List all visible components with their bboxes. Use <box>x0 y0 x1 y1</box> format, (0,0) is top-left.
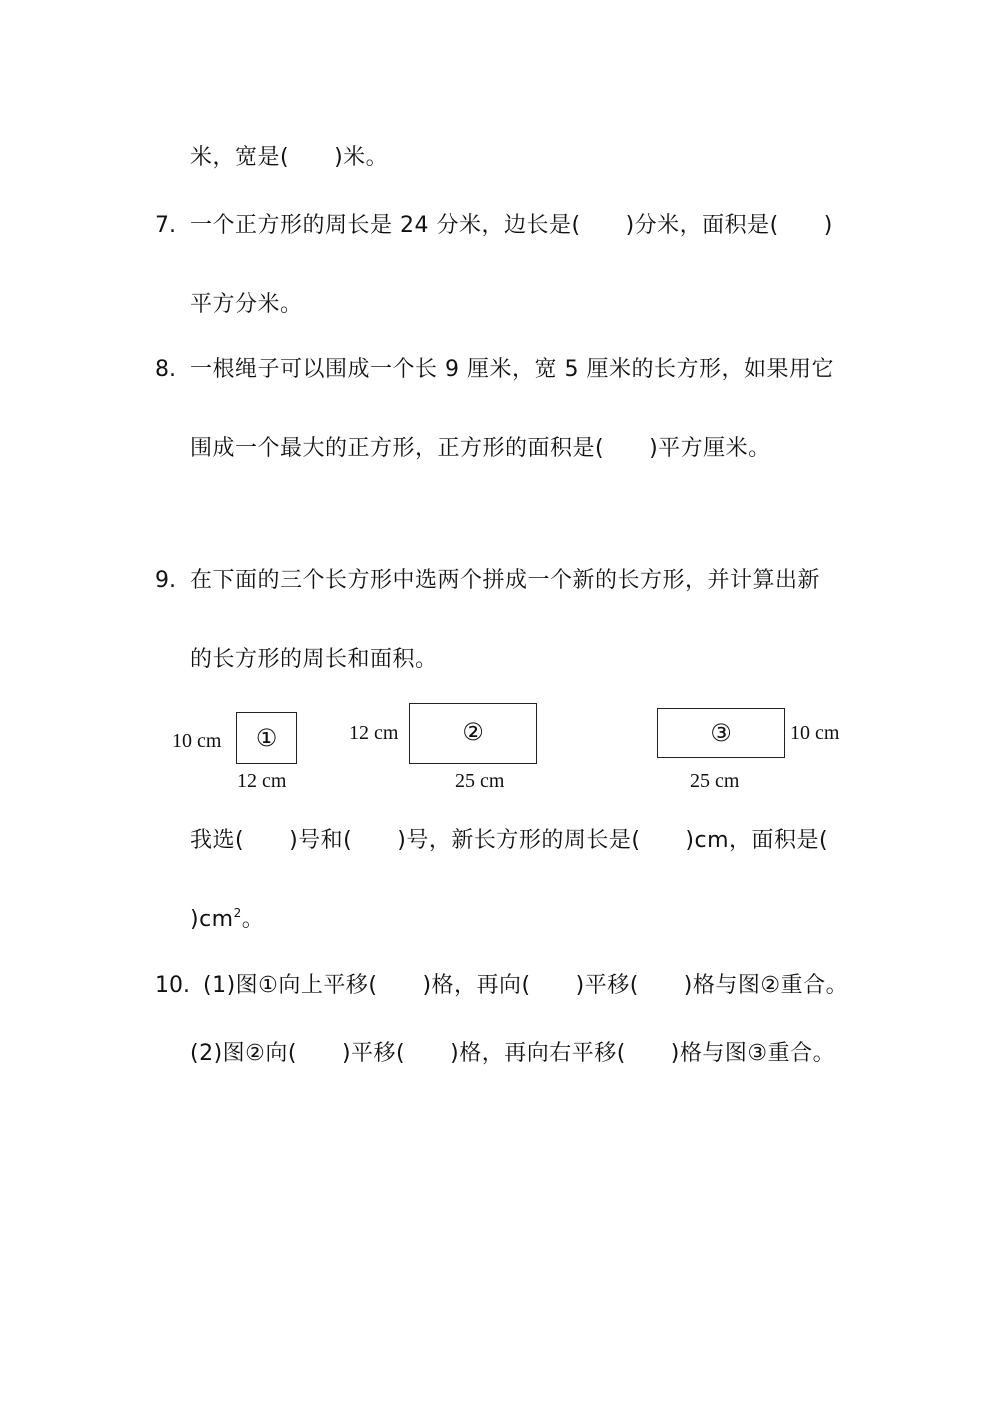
q8-line1: 一根绳子可以围成一个长 9 厘米，宽 5 厘米的长方形，如果用它 <box>190 357 834 382</box>
rect3-label: ③ <box>710 719 732 747</box>
q7-line2: 平方分米。 <box>190 292 303 317</box>
rect3-side-label: 10 cm <box>790 722 840 744</box>
q9-answer-line1: 我选( )号和( )号，新长方形的周长是( )cm，面积是( <box>190 828 829 853</box>
q6-continuation: 米，宽是( )米。 <box>190 145 389 170</box>
q10-line1: (1)图①向上平移( )格，再向( )平移( )格与图②重合。 <box>203 973 849 998</box>
q8-line2: 围成一个最大的正方形，正方形的面积是( )平方厘米。 <box>190 436 771 461</box>
q10-number: 10. <box>155 973 190 998</box>
rect2 <box>409 703 537 764</box>
rect3-bottom-label: 25 cm <box>690 770 740 792</box>
rect3 <box>657 708 785 758</box>
q9-answer-line2: )$cm^2$。 <box>190 906 265 932</box>
rect1 <box>236 712 297 764</box>
q9-line1: 在下面的三个长方形中选两个拼成一个新的长方形，并计算出新 <box>190 568 821 593</box>
q7-line1: 一个正方形的周长是 24 分米，边长是( )分米，面积是( ) <box>190 213 833 238</box>
rect1-label: ① <box>255 724 278 752</box>
q10-line2: (2)图②向( )平移( )格，再向右平移( )格与图③重合。 <box>190 1041 836 1066</box>
q9-number: 9. <box>155 568 176 593</box>
rect2-bottom-label: 25 cm <box>455 770 505 792</box>
q8-number: 8. <box>155 357 176 382</box>
squared-superscript: 2 <box>233 906 242 920</box>
q7-number: 7. <box>155 213 176 238</box>
rect1-side-label: 10 cm <box>172 730 222 752</box>
q9-line2: 的长方形的周长和面积。 <box>190 647 438 672</box>
rect1-bottom-label: 12 cm <box>237 770 287 792</box>
rect2-label: ② <box>462 718 484 746</box>
rect2-side-label: 12 cm <box>349 722 399 744</box>
